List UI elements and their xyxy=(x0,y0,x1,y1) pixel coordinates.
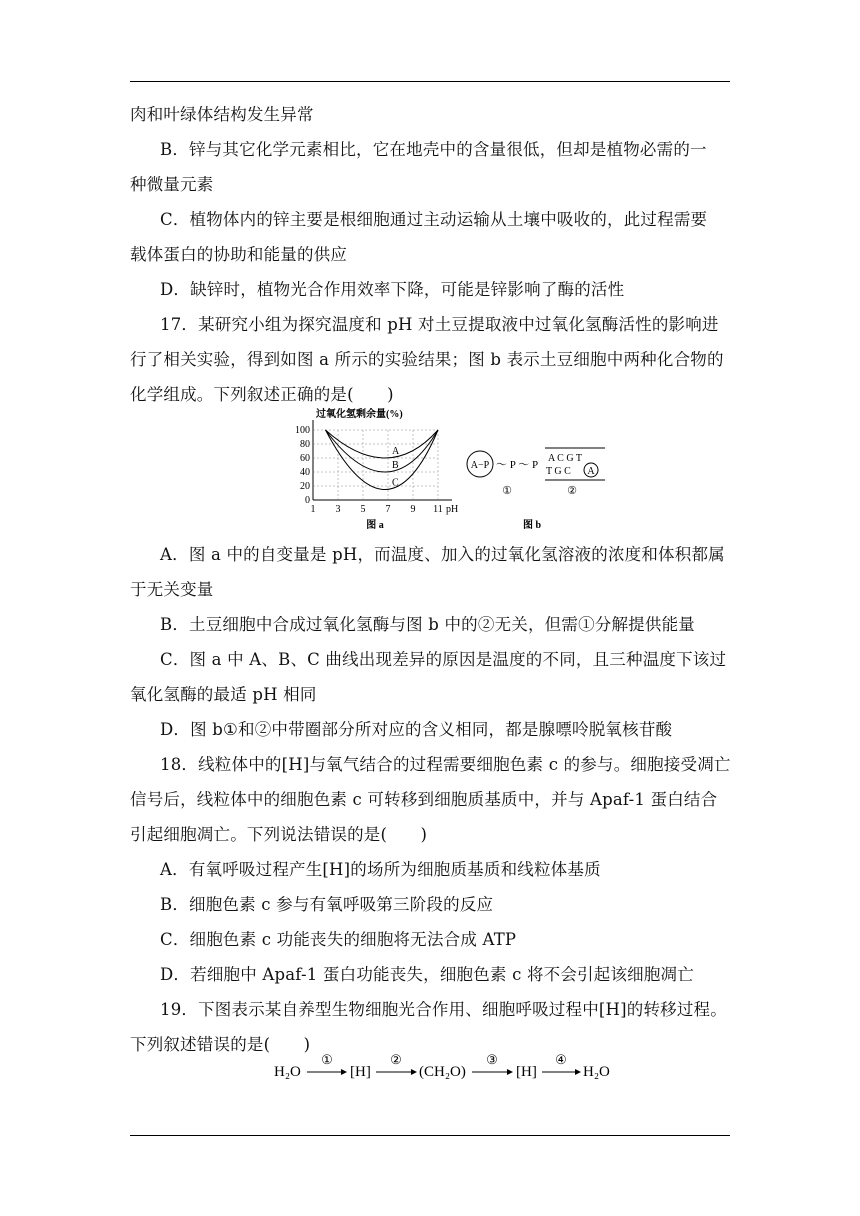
chain-step-4: ④ xyxy=(555,1052,567,1067)
fig-a-y-tick: 0 xyxy=(305,495,310,506)
q17-stem-line1: 17．某研究小组为探究温度和 pH 对土豆提取液中过氧化氢酶活性的影响进 xyxy=(160,315,719,334)
chain-step-2: ② xyxy=(390,1052,402,1067)
atp-phosphate-chain: ～ P ～ P xyxy=(496,459,539,471)
fig-a-y-tick: 20 xyxy=(300,481,310,492)
fig-a-curve-label-b: B xyxy=(392,460,399,471)
q19-stem-line2: 下列叙述错误的是( ) xyxy=(130,1035,311,1054)
chain-step-1: ① xyxy=(321,1052,333,1067)
q17-stem-line2: 行了相关实验，得到如图 a 所示的实验结果；图 b 表示土豆细胞中两种化合物的 xyxy=(130,350,724,369)
q16-option-b-line2: 种微量元素 xyxy=(130,175,214,194)
fig-a-curve-label-c: C xyxy=(392,477,399,489)
figure-b-diagram xyxy=(460,440,610,535)
q18-option-c: C．细胞色素 c 功能丧失的细胞将无法合成 ATP xyxy=(160,930,517,949)
fig-a-x-tick: 11 xyxy=(433,504,443,515)
q18-option-a: A．有氧呼吸过程产生[H]的场所为细胞质基质和线粒体基质 xyxy=(160,860,601,879)
chain-h2o-end: H₂O xyxy=(583,1064,610,1080)
fig-a-y-tick: 40 xyxy=(300,467,310,478)
chain-h-2: [H] xyxy=(516,1064,537,1080)
figure-a-chart xyxy=(280,404,480,534)
q17-option-a-line2: 于无关变量 xyxy=(130,580,214,599)
fig-a-x-tick: 1 xyxy=(310,504,316,515)
q18-option-b: B．细胞色素 c 参与有氧呼吸第三阶段的反应 xyxy=(160,895,494,914)
fig-a-y-tick: 60 xyxy=(300,453,310,464)
q17-option-b: B．土豆细胞中合成过氧化氢酶与图 b 中的②无关，但需①分解提供能量 xyxy=(160,615,695,634)
q16-option-c-line1: C．植物体内的锌主要是根细胞通过主动运输从土壤中吸收的，此过程需要 xyxy=(160,210,708,229)
fig-a-x-tick: 7 xyxy=(385,504,391,515)
chain-step-3: ③ xyxy=(486,1052,498,1067)
top-rule xyxy=(130,81,730,82)
dna-top-bases: A C G T xyxy=(548,453,582,464)
atp-circle-text: A−P xyxy=(470,460,490,471)
q16-option-c-line2: 载体蛋白的协助和能量的供应 xyxy=(130,245,348,264)
chain-h2o-start: H₂O xyxy=(274,1064,301,1080)
fig-b-caption: 图 b xyxy=(522,520,542,531)
chain-ch2o: (CH₂O) xyxy=(419,1064,466,1080)
q18-option-d: D．若细胞中 Apaf-1 蛋白功能丧失，细胞色素 c 将不会引起该细胞凋亡 xyxy=(160,965,694,984)
bottom-rule xyxy=(130,1135,730,1136)
fig-a-x-tick: 3 xyxy=(335,504,341,515)
q17-stem-line3: 化学组成。下列叙述正确的是( ) xyxy=(130,385,394,404)
fig-a-curve-c xyxy=(326,430,439,490)
fig-a-curve-label-a: A xyxy=(392,446,400,457)
q16-option-d: D．缺锌时，植物光合作用效率下降，可能是锌影响了酶的活性 xyxy=(160,280,625,299)
q17-option-d: D．图 b①和②中带圈部分所对应的含义相同，都是腺嘌呤脱氧核苷酸 xyxy=(160,720,673,739)
q16-option-b-line1: B．锌与其它化学元素相比，它在地壳中的含量很低，但却是植物必需的一 xyxy=(160,140,707,159)
chain-h-1: [H] xyxy=(350,1064,371,1080)
fig-a-x-tick: 5 xyxy=(360,504,366,515)
q19-reaction-chain xyxy=(270,1048,630,1084)
q17-option-c-line1: C．图 a 中 A、B、C 曲线出现差异的原因是温度的不同，且三种温度下该过 xyxy=(160,650,727,669)
fig-a-y-tick: 80 xyxy=(300,439,310,450)
dna-circle-text: A xyxy=(587,466,595,477)
fig-a-y-tick: 100 xyxy=(295,425,310,436)
q18-stem-line1: 18．线粒体中的[H]与氧气结合的过程需要细胞色素 c 的参与。细胞接受凋亡 xyxy=(160,755,731,774)
q18-stem-line2: 信号后，线粒体中的细胞色素 c 可转移到细胞质基质中，并与 Apaf-1 蛋白结合 xyxy=(130,790,718,809)
fig-a-x-unit: pH xyxy=(446,504,459,515)
dna-bottom-bases: T G C xyxy=(546,466,571,477)
fig-b-label-1: ① xyxy=(502,485,512,497)
fig-b-label-2: ② xyxy=(567,485,577,497)
q19-stem-line1: 19．下图表示某自养型生物细胞光合作用、细胞呼吸过程中[H]的转移过程。 xyxy=(160,1000,727,1019)
fig-a-curve-b xyxy=(326,430,439,472)
fig-a-caption: 图 a xyxy=(366,520,384,531)
q17-option-c-line2: 氧化氢酶的最适 pH 相同 xyxy=(130,685,317,704)
fig-a-y-title: 过氧化氢剩余量(%) xyxy=(316,409,403,420)
q18-stem-line3: 引起细胞凋亡。下列说法错误的是( ) xyxy=(130,825,428,844)
q17-option-a-line1: A．图 a 中的自变量是 pH，而温度、加入的过氧化氢溶液的浓度和体积都属 xyxy=(160,545,725,564)
q16-tail-text: 肉和叶绿体结构发生异常 xyxy=(130,105,314,124)
fig-a-x-tick: 9 xyxy=(410,504,416,515)
